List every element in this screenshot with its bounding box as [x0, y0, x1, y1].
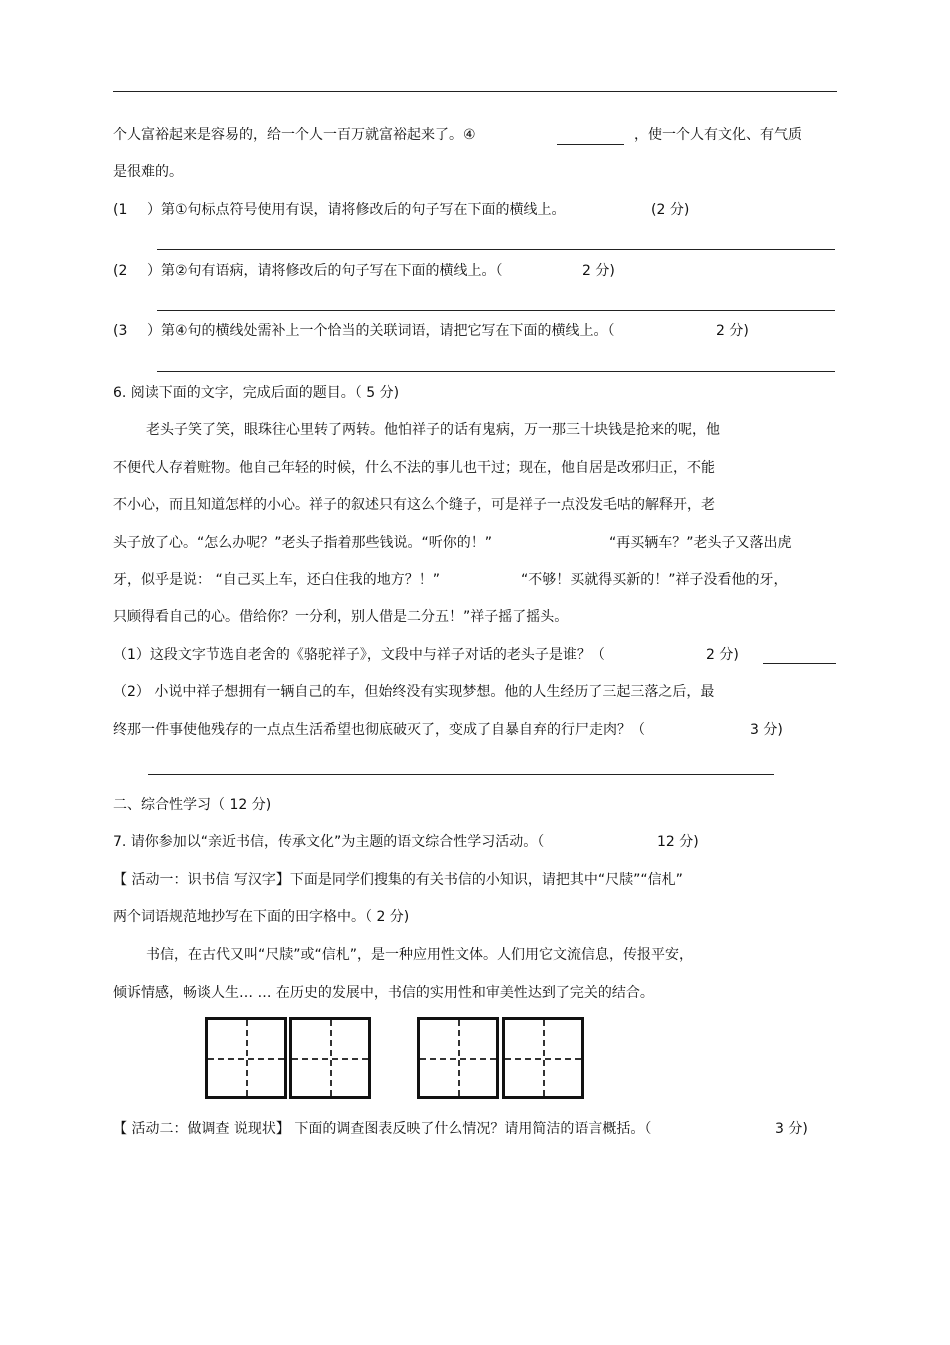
activity-text: 【 活动一：识书信 写汉字】下面是同学们搜集的有关书信的小知识，请把其中“尺牍”“信札” [113, 872, 683, 888]
answer-line[interactable] [157, 310, 835, 311]
top-rule [113, 91, 837, 92]
question-text: ）第①句标点符号使用有误，请将修改后的句子写在下面的横线上。 [147, 202, 566, 218]
answer-line[interactable] [157, 249, 835, 250]
score-label: 2 分) [716, 323, 749, 339]
score-label: 2 分) [582, 263, 615, 279]
text-line: 个人富裕起来是容易的，给一个人一百万就富裕起来了。④ [113, 127, 476, 143]
score-label: 3 分) [750, 722, 783, 738]
sub-question: 终那一件事使他残存的一点点生活希望也彻底破灭了，变成了自暴自弃的行尸走肉？（ [113, 722, 645, 738]
passage-line: 不小心，而且知道怎样的小心。祥子的叙述只有这么个缝子，可是祥子一点没发毛咕的解释开，老 [113, 497, 715, 513]
answer-line[interactable] [157, 371, 835, 372]
passage-line: 不便代人存着赃物。他自己年轻的时候，什么不法的事儿也干过；现在，他自居是改邪归正，不能 [113, 460, 715, 476]
answer-blank[interactable] [557, 144, 624, 145]
writing-grid-cell[interactable] [205, 1017, 287, 1099]
question-number: (1 [113, 202, 128, 218]
text-line: 是很难的。 [113, 164, 183, 180]
passage-line: 头子放了心。“怎么办呢？”老头子指着那些钱说。“听你的！” [113, 535, 493, 551]
question-text: ）第②句有语病，请将修改后的句子写在下面的横线上。（ [147, 263, 503, 279]
passage-line: “不够！买就得买新的！”祥子没看他的牙， [521, 572, 788, 588]
question-title: 6. 阅读下面的文字，完成后面的题目。（ 5 分) [113, 385, 400, 401]
text-line: ，使一个人有文化、有气质 [634, 127, 802, 143]
question-title: 7. 请你参加以“亲近书信，传承文化”为主题的语文综合性学习活动。（ [113, 834, 545, 850]
writing-grid-cell[interactable] [417, 1017, 499, 1099]
activity-text: 两个词语规范地抄写在下面的田字格中。（ 2 分) [113, 909, 410, 925]
score-label: 12 分) [657, 834, 699, 850]
question-number: (3 [113, 323, 128, 339]
activity-text: 【 活动二：做调查 说现状】 下面的调查图表反映了什么情况？请用简洁的语言概括。（ [113, 1121, 652, 1137]
writing-grid-cell[interactable] [502, 1017, 584, 1099]
score-label: (2 分) [651, 202, 690, 218]
passage-line: 只顾得看自己的心。借给你？一分利，别人借是二分五！”祥子摇了摇头。 [113, 609, 569, 625]
question-number: (2 [113, 263, 128, 279]
info-line: 倾诉情感，畅谈人生… … 在历史的发展中，书信的实用性和审美性达到了完关的结合。 [113, 985, 654, 1001]
info-line: 书信，在古代又叫“尺牍”或“信札”，是一种应用性文体。人们用它文流信息，传报平安， [146, 947, 694, 963]
score-label: 2 分) [706, 647, 739, 663]
section-heading: 二、综合性学习（ 12 分) [113, 797, 272, 813]
sub-question: （1）这段文字节选自老舍的《骆驼祥子》，文段中与祥子对话的老头子是谁？（ [113, 647, 605, 663]
passage-line: “再买辆车？”老头子又落出虎 [609, 535, 792, 551]
passage-line: 老头子笑了笑，眼珠往心里转了两转。他怕祥子的话有鬼病，万一那三十块钱是抢来的呢，他 [146, 422, 720, 438]
answer-line[interactable] [148, 774, 774, 775]
writing-grid-cell[interactable] [289, 1017, 371, 1099]
question-text: ）第④句的横线处需补上一个恰当的关联词语，请把它写在下面的横线上。（ [147, 323, 615, 339]
score-label: 3 分) [775, 1121, 808, 1137]
answer-blank[interactable] [763, 663, 836, 664]
passage-line: 牙，似乎是说： “自己买上车，还白住我的地方？！” [113, 572, 440, 588]
sub-question: （2） 小说中祥子想拥有一辆自己的车，但始终没有实现梦想。他的人生经历了三起三落之后，最 [113, 684, 715, 700]
